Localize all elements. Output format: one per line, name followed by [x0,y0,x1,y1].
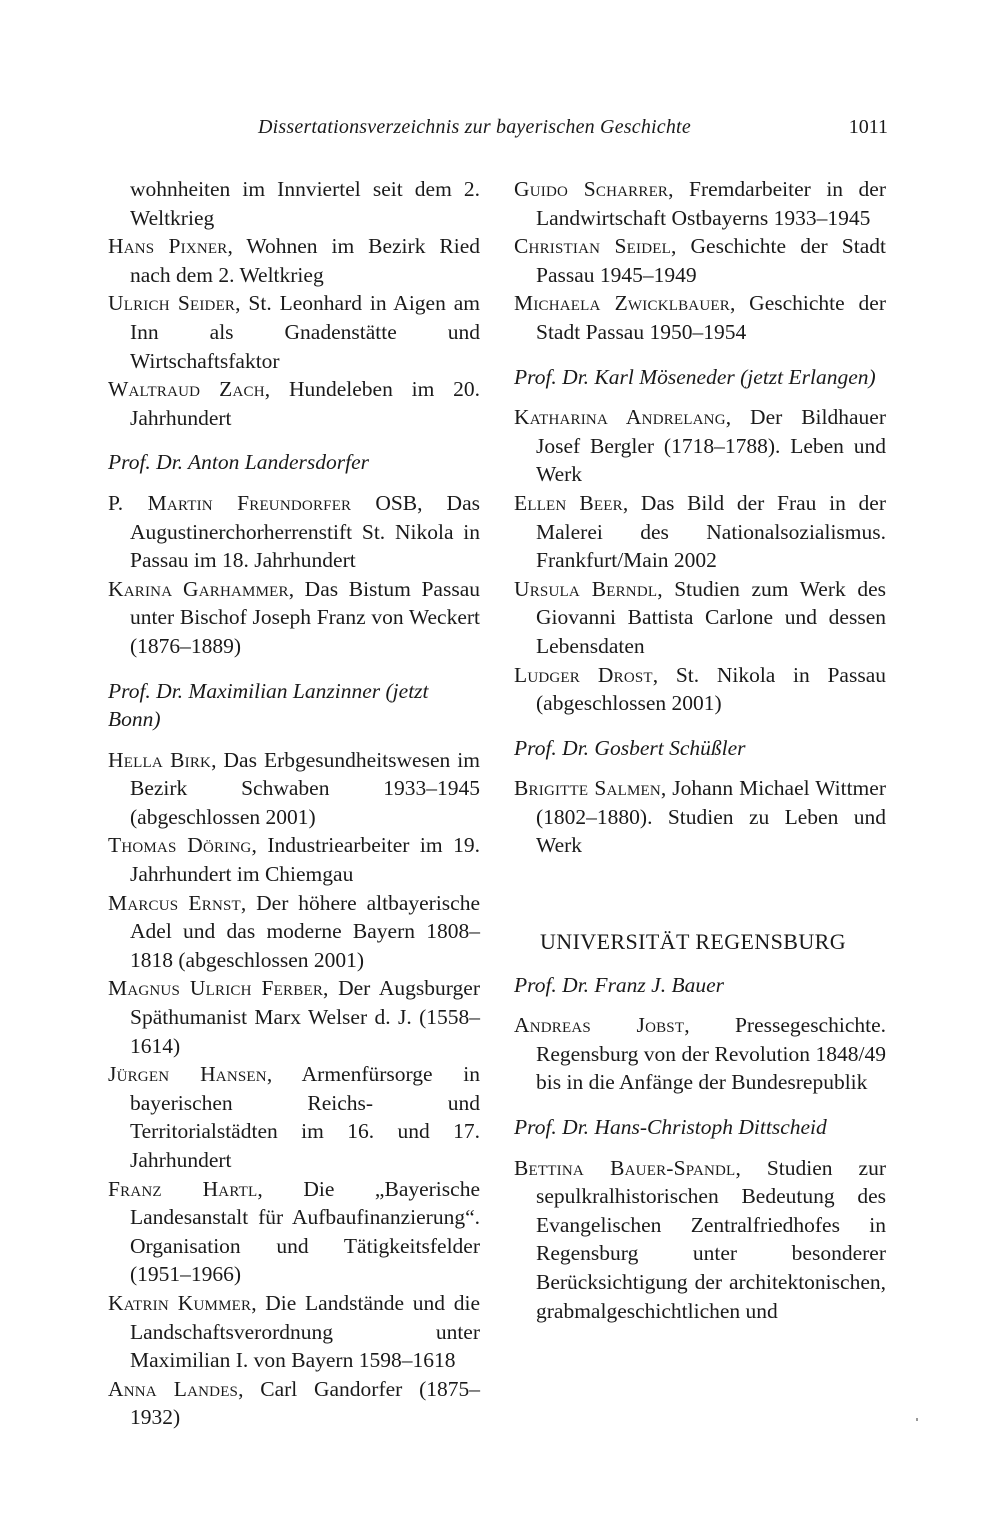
author-name: Franz Hartl [108,1176,258,1201]
author-name: Katharina Andrelang [514,405,726,430]
dissertation-entry [514,403,886,489]
dissertation-entry [108,1175,480,1289]
dissertation-entry [514,175,886,232]
advisor-heading: Prof. Dr. Anton Landersdorfer [108,450,370,475]
author-name: Guido Scharrer [514,177,669,201]
dissertation-title: , Pressegeschichte. Regensburg von der Revolution 1848/49 bis in die Anfänge der Bundesrepublik [536,1013,887,1095]
dissertation-title: , Der Bildhauer Josef Bergler (1718–1788). Leben und Werk [536,405,886,487]
dissertation-title: , Wohnen im Bezirk Ried nach dem 2. Weltkrieg [130,234,480,287]
author-name: Jürgen Hansen [108,1062,267,1087]
author-name: Anna Landes [108,1376,239,1401]
entry-list [514,774,886,860]
author-name: Katrin Kummer [108,1290,252,1315]
dissertation-entry [514,1154,886,1326]
dissertation-title: , Johann Michael Wittmer (1802–1880). Studien zu Leben und Werk [536,776,886,858]
author-name: Michaela Zwicklbauer [514,291,730,316]
dissertation-entry [108,1375,480,1432]
entry-list [108,232,480,432]
dissertation-title: , Das Bild der Frau in der Malerei des Nationalsozialismus. Frankfurt/Main 2002 [536,490,887,573]
author-name: Ulrich Seider [108,291,236,316]
author-name: Ursula Berndl [514,576,658,601]
dissertation-entry [108,831,480,888]
author-name: Karina Garhammer [108,576,289,601]
dissertation-title: , Die Landstände und die Landschaftsverordnung unter Maximilian I. von Bayern 1598–1618 [130,1290,480,1373]
entry-list [108,746,480,1432]
dissertation-entry [514,232,886,289]
author-name: P. Martin Freundorfer [108,490,352,515]
entry-list [514,1154,886,1326]
author-name: Brigitte Salmen [514,776,661,801]
author-name: Hella Birk [108,747,212,772]
right-column [514,175,886,1325]
dissertation-title: , Das Bistum Passau unter Bischof Joseph Franz von Weckert (1876–1889) [130,576,480,658]
dissertation-title: , Carl Gandorfer (1875–1932) [130,1376,480,1430]
dissertation-entry [108,232,480,289]
dissertation-entry [108,746,480,832]
dissertation-entry [108,575,480,661]
author-name: Christian Seidel [514,234,671,259]
dissertation-entry [108,1289,480,1375]
author-name: Ludger Drost [514,662,653,687]
running-title: Dissertationsverzeichnis zur bayerischen Geschichte [258,116,691,138]
dissertation-title: , Armenfürsorge in bayerischen Reichs- und Territorialstädten im 16. und 17. Jahrhundert [130,1062,480,1172]
author-name: Hans Pixner [108,234,228,259]
entry-list [514,1011,886,1097]
dissertation-title: , Studien zur sepulkralhistorischen Bedeutung des Evangelischen Zentralfriedhofes in Regensburg unter besonderer Berücksichtigung der architektonischen, grabmalgeschichtlichen und [536,1155,887,1323]
author-name: Magnus Ulrich Ferber [108,976,324,1001]
dissertation-title: , St. Nikola in Passau (abgeschlossen 2001) [536,662,886,716]
entry-list [514,175,886,347]
dissertation-entry [108,489,480,575]
advisor-heading: Prof. Dr. Karl Möseneder (jetzt Erlangen) [514,364,876,389]
page-header [108,116,888,146]
author-name: Waltraud Zach [108,377,265,402]
dissertation-entry [514,575,886,661]
left-column [108,175,480,1432]
dissertation-title: , Industriearbeiter im 19. Jahrhundert im Chiemgau [130,833,480,887]
advisor-heading: Prof. Dr. Maximilian Lanzinner (jetzt Bonn) [108,678,429,732]
dissertation-entry [108,974,480,1060]
advisor-heading: Prof. Dr. Gosbert Schüßler [514,735,746,760]
page-number: 1011 [848,116,888,138]
dissertation-entry [514,489,886,575]
dissertation-entry [108,289,480,375]
dissertation-title: , Der höhere altbayerische Adel und das moderne Bayern 1808–1818 (abgeschlossen 2001) [130,890,481,972]
advisor-heading: Prof. Dr. Hans-Christoph Dittscheid [514,1115,827,1140]
university-heading: UNIVERSITÄT REGENSBURG [540,929,847,955]
dissertation-title: , Die „Bayerische Landesanstalt für Aufbaufinanzierung“. Organisation und Tätigkeitsfelder (1951–1966) [130,1176,480,1287]
dissertation-title: , Geschichte der Stadt Passau 1950–1954 [536,291,886,344]
author-name: Bettina Bauer-Spandl [514,1155,736,1180]
dissertation-entry [108,1060,480,1174]
dissertation-title: , Hundeleben im 20. Jahrhundert [130,377,480,430]
dissertation-entry [514,774,886,860]
dissertation-title: , Fremdarbeiter in der Landwirtschaft Ostbayerns 1933–1945 [536,177,887,230]
dissertation-title: OSB, Das Augustinerchorherrenstift St. Nikola in Passau im 18. Jahrhundert [130,490,480,573]
dissertation-title: , Das Erbgesundheitswesen im Bezirk Schwaben 1933–1945 (abgeschlossen 2001) [130,747,481,829]
author-name: Ellen Beer [514,490,623,515]
author-name: Thomas Döring [108,833,252,858]
author-name: Marcus Ernst [108,890,241,915]
entry-list [108,489,480,661]
advisor-heading: Prof. Dr. Franz J. Bauer [514,972,725,997]
dissertation-title: , Studien zum Werk des Giovanni Battista Carlone und dessen Lebensdaten [536,576,886,658]
entry-list [514,403,886,718]
dissertation-entry [108,889,480,975]
dissertation-title: , St. Leonhard in Aigen am Inn als Gnadenstätte und Wirtschaftsfaktor [130,291,480,373]
dissertation-entry [514,1011,886,1097]
continued-entry: wohnheiten im Innviertel seit dem 2. Weltkrieg [130,177,480,230]
dissertation-title: , Der Augsburger Späthumanist Marx Welser d. J. (1558–1614) [130,976,480,1058]
dissertation-title: , Geschichte der Stadt Passau 1945–1949 [536,234,887,287]
margin-mark [916,1418,918,1421]
dissertation-entry [514,661,886,718]
author-name: Andreas Jobst [514,1013,685,1038]
dissertation-entry [514,289,886,346]
dissertation-entry [108,375,480,432]
